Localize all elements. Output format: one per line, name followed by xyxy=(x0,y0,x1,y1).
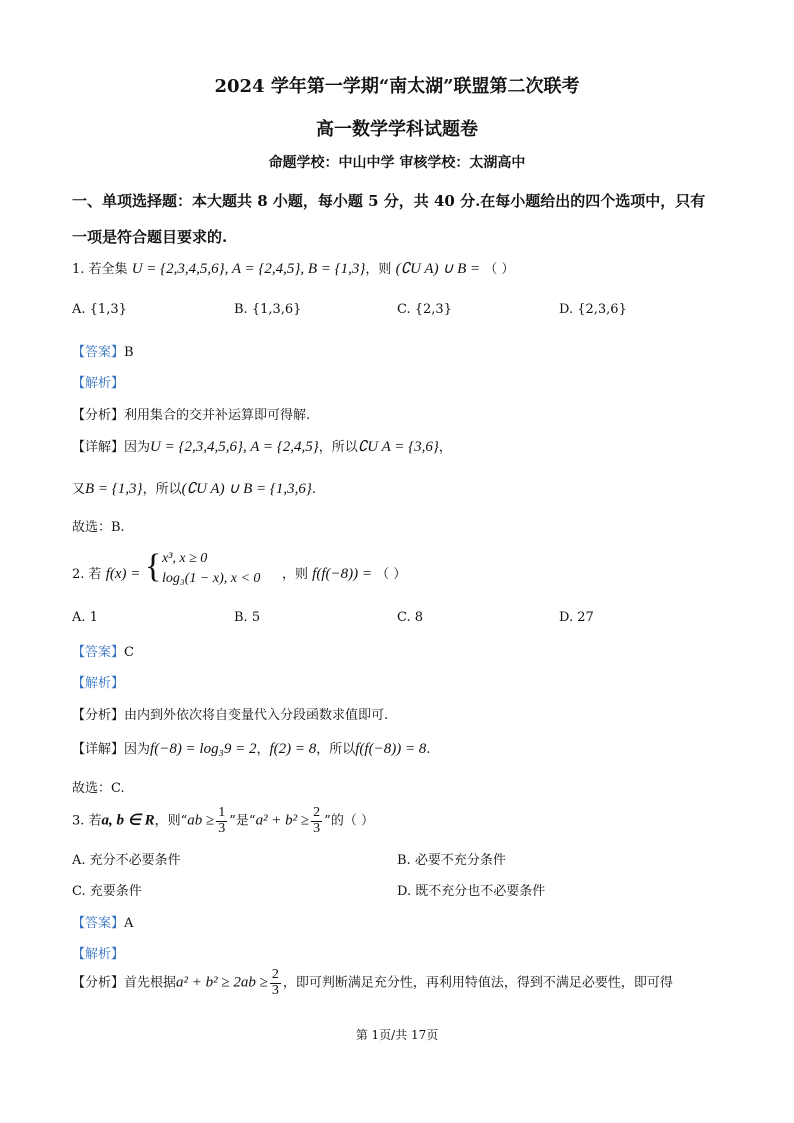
q1-option-b: B. {1,3,6} xyxy=(234,302,302,317)
q1-sets: U = {2,3,4,5,6}, A = {2,4,5}, B = {1,3} xyxy=(131,261,366,277)
q3-expr2: a² + b² ≥ xyxy=(255,812,310,829)
q1-paren: （ ） xyxy=(484,262,515,277)
q3-then: ，则“ xyxy=(154,813,188,829)
q1-xj2e: . xyxy=(311,482,316,497)
q3-f3-num: 2 xyxy=(271,967,279,982)
q2-case1: x³, x ≥ 0 xyxy=(162,551,208,566)
fenxi-tag: 【分析】 xyxy=(72,708,125,723)
q1-xj1b: U = {2,3,4,5,6}, A = {2,4,5} xyxy=(150,439,319,455)
q1-fenxi xyxy=(72,404,310,423)
q3-expr1: ab ≥ xyxy=(187,812,215,829)
q3-analysis-tag: 【解析】 xyxy=(72,947,125,962)
xiangjie-tag: 【详解】 xyxy=(72,440,125,455)
q1-ask: (∁U A) ∪ B = xyxy=(395,261,481,277)
q3-fenxi-b: ，即可判断满足充分性，再利用特值法，得到不满足必要性，即可得 xyxy=(282,975,673,991)
q1-xj1c: ，所以 xyxy=(318,440,358,455)
fenxi-tag: 【分析】 xyxy=(72,408,125,423)
q1-answer xyxy=(72,341,134,360)
exam-subtitle: 高一数学学科试题卷 xyxy=(316,119,478,140)
q2-fenxi-text: 由内到外依次将自变量代入分段函数求值即可. xyxy=(124,708,389,723)
answer-tag: 【答案】 xyxy=(72,645,125,660)
q2-xj-g: . xyxy=(426,742,431,757)
section-heading-line2: 一项是符合题目要求的. xyxy=(72,228,228,246)
q1-xj2a: 又 xyxy=(72,482,86,497)
q2-xj-f: f(f(−8)) = 8 xyxy=(355,741,427,757)
q3-cond: a, b ∈ R xyxy=(101,812,155,829)
q3-fenxi-a: 首先根据 xyxy=(124,975,177,991)
q2-answer xyxy=(72,641,134,660)
q1-analysis-tag: 【解析】 xyxy=(72,376,125,391)
q1-xj2b: B = {1,3} xyxy=(85,481,143,497)
q1-option-a: A. {1,3} xyxy=(72,302,127,317)
q1-then: ，则 xyxy=(365,262,392,277)
q2-option-a: A. 1 xyxy=(72,610,98,625)
q1-fenxi-text: 利用集合的交并补运算即可得解. xyxy=(124,408,311,423)
q3-option-a: A. 充分不必要条件 xyxy=(72,853,181,868)
q3-f2-num: 2 xyxy=(313,805,321,820)
xiangjie-tag: 【详解】 xyxy=(72,742,125,757)
q3-mid: ”是“ xyxy=(229,813,256,829)
q3-answer-value: A xyxy=(124,916,134,931)
q2-choose: 故选：C. xyxy=(72,781,125,796)
q1-xiangjie-line2 xyxy=(72,478,316,498)
fenxi-tag: 【分析】 xyxy=(72,975,125,991)
q2-option-c: C. 8 xyxy=(397,610,424,625)
q1-xj2d: (∁U A) ∪ B = {1,3,6} xyxy=(181,481,312,497)
q2-answer-value: C xyxy=(124,645,134,660)
q2-then: ，则 xyxy=(282,567,309,582)
answer-tag: 【答案】 xyxy=(72,916,125,931)
q3-tail: ”的（ ） xyxy=(324,813,374,829)
q3-option-c: C. 充要条件 xyxy=(72,884,142,899)
q2-ask: f(f(−8)) = xyxy=(312,566,372,582)
q3-answer xyxy=(72,912,133,931)
q2-option-b: B. 5 xyxy=(234,610,261,625)
q1-choose: 故选：B. xyxy=(72,520,125,535)
question-1-stem xyxy=(72,258,514,278)
section-heading-line1: 一、单项选择题：本大题共 8 小题，每小题 5 分，共 40 分.在每小题给出的四个选项中，只有 xyxy=(72,192,706,210)
q2-xj-d: f(2) = 8 xyxy=(269,741,317,757)
q2-xj-c: ， xyxy=(256,742,270,757)
q3-fenxi-expr: a² + b² ≥ 2ab ≥ xyxy=(176,974,268,991)
q3-fenxi xyxy=(72,968,673,998)
q2-piecewise xyxy=(162,549,260,589)
q1-xj2c: ，所以 xyxy=(142,482,182,497)
q1-xj1e: ， xyxy=(438,440,452,455)
q3-stem xyxy=(72,806,374,836)
q1-option-d: D. {2,3,6} xyxy=(559,302,627,317)
q2-xiangjie xyxy=(72,738,430,758)
q1-xj1a: 因为 xyxy=(124,440,151,455)
q3-f2-den: 3 xyxy=(313,820,321,836)
exam-schools: 命题学校：中山中学 审核学校：太湖高中 xyxy=(268,155,526,171)
q3-f3-den: 3 xyxy=(271,982,279,998)
q2-xj-a: 因为 xyxy=(124,742,151,757)
q3-number: 3. 若 xyxy=(72,813,102,829)
q2-fenxi xyxy=(72,704,388,723)
q1-answer-value: B xyxy=(124,345,134,360)
exam-title: 2024 学年第一学期“南太湖”联盟第二次联考 xyxy=(214,76,580,97)
q1-xj1d: ∁U A = {3,6} xyxy=(357,439,439,455)
q3-f1-num: 1 xyxy=(218,805,226,820)
q2-brace: { xyxy=(145,548,162,585)
q2-option-d: D. 27 xyxy=(559,610,594,625)
q3-fraction-3 xyxy=(270,968,281,998)
q1-xiangjie-line1 xyxy=(72,436,452,456)
q3-option-d: D. 既不充分也不必要条件 xyxy=(397,884,546,899)
answer-tag: 【答案】 xyxy=(72,345,125,360)
q3-fraction-2 xyxy=(311,806,322,836)
q1-number: 1. 若全集 xyxy=(72,262,128,277)
page-footer: 第 1页/共 17页 xyxy=(355,1028,439,1042)
q2-analysis-tag: 【解析】 xyxy=(72,676,125,691)
q2-ask-line xyxy=(282,563,406,583)
q3-option-b: B. 必要不充分条件 xyxy=(397,853,506,868)
q2-case2: log₃(1 − x), x < 0 xyxy=(162,571,261,586)
q3-fraction-1 xyxy=(216,806,227,836)
q2-fx: f(x) = xyxy=(105,566,141,582)
q2-xj-e: ，所以 xyxy=(316,742,356,757)
q2-number-prefix xyxy=(72,563,140,583)
q3-f1-den: 3 xyxy=(218,820,226,836)
q1-option-c: C. {2,3} xyxy=(397,302,452,317)
q2-number: 2. 若 xyxy=(72,567,102,582)
q2-paren: （ ） xyxy=(376,567,407,582)
q2-xj-b: f(−8) = log₃9 = 2 xyxy=(150,741,257,757)
